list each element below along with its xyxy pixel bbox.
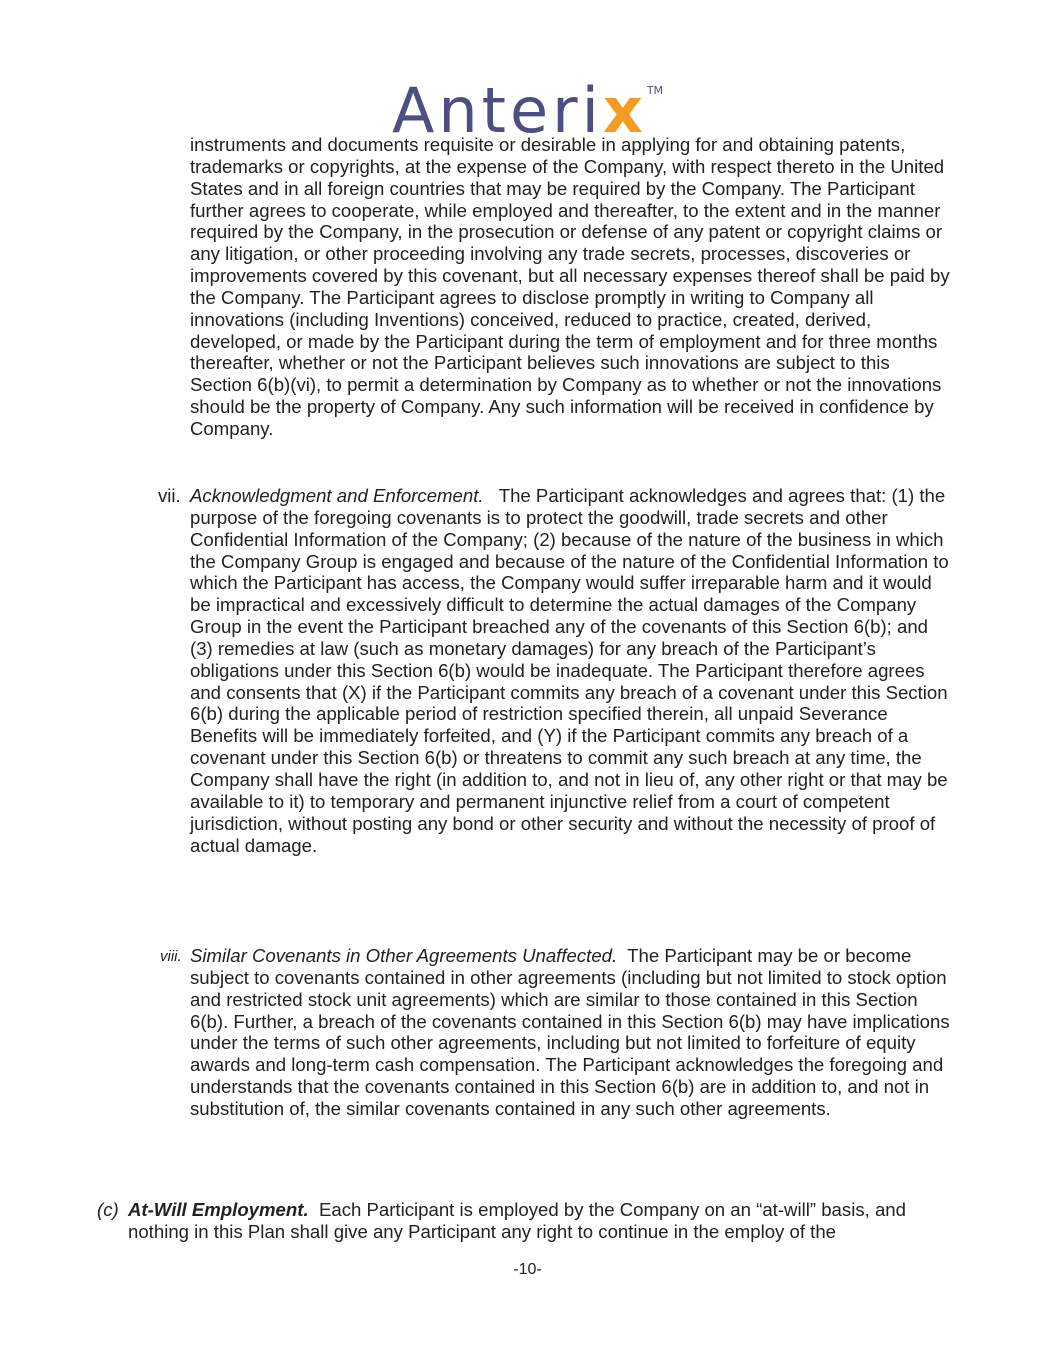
anterix-logo xyxy=(0,56,1055,146)
section-c-number: (c) xyxy=(97,1199,119,1220)
continuation-paragraph xyxy=(190,134,950,440)
section-c-paragraph xyxy=(128,1199,958,1243)
section-viii-text: The Participant may be or become subject to covenants contained in other agreements (including but not limited to stock option and restricted stock unit agreements) which are similar to those contained in this Section 6(b). Further, a breach of the covenants contained in this Section 6(b) may have implications under the terms of such other agreements, including but not limited to forfeiture of equity awards and long-term cash compensation. The Participant acknowledges the foregoing and understands that the covenants contained in this Section 6(b) are in addition to, and not in substitution of, the similar covenants contained in any such other agreements. xyxy=(190,945,950,1119)
logo-trademark: TM xyxy=(646,84,664,97)
section-viii-paragraph xyxy=(190,945,950,1120)
section-vii-text: The Participant acknowledges and agrees that: (1) the purpose of the foregoing covenants is to protect the goodwill, trade secrets and other Confidential Information of the Company; (2) because of the nature of the business in which the Company Group is engaged and because of the nature of the Confidential Information to which the Participant has access, the Company would suffer irreparable harm and it would be impractical and excessively difficult to determine the actual damages of the Company Group in the event the Participant breached any of the covenants of this Section 6(b); and (3) remedies at law (such as monetary damages) for any breach of the Participant’s obligations under this Section 6(b) would be inadequate. The Participant therefore agrees and consents that (X) if the Participant commits any breach of a covenant under this Section 6(b) during the applicable period of restriction specified therein, all unpaid Severance Benefits will be immediately forfeited, and (Y) if the Participant commits any breach of a covenant under this Section 6(b) or threatens to commit any such breach at any time, the Company shall have the right (in addition to, and not in lieu of, any other right or that may be available to it) to temporary and permanent injunctive relief from a court of competent jurisdiction, without posting any bond or other security and without the necessity of proof of actual damage. xyxy=(190,485,949,856)
continuation-text: instruments and documents requisite or desirable in applying for and obtaining patents, trademarks or copyrights, at the expense of the Company, with respect thereto in the United States and in all foreign countries that may be required by the Company. The Participant further agrees to cooperate, while employed and thereafter, to the extent and in the manner required by the Company, in the prosecution or defense of any patent or copyright claims or any litigation, or other proceeding involving any trade secrets, processes, discoveries or improvements covered by this covenant, but all necessary expenses thereof shall be paid by the Company. The Participant agrees to disclose promptly in writing to Company all innovations (including Inventions) conceived, reduced to practice, created, derived, developed, or made by the Participant during the term of employment and for three months thereafter, whether or not the Participant believes such innovations are subject to this Section 6(b)(vi), to permit a determination by Company as to whether or not the innovations should be the property of Company. Any such information will be received in confidence by Company. xyxy=(190,134,950,439)
section-c-text: Each Participant is employed by the Company on an “at-will” basis, and nothing in this Plan shall give any Participant any right to continue in the employ of the xyxy=(128,1199,906,1242)
logo-x-mark: x xyxy=(602,74,647,147)
section-c-heading: At-Will Employment. xyxy=(128,1199,309,1220)
section-vii-number: vii. xyxy=(158,485,181,506)
logo-wordmark: Anteri xyxy=(391,74,603,147)
section-viii-heading: Similar Covenants in Other Agreements Unaffected. xyxy=(190,945,618,966)
section-vii-paragraph xyxy=(190,485,950,856)
section-vii-heading: Acknowledgment and Enforcement. xyxy=(190,485,484,506)
page-number: -10- xyxy=(513,1261,542,1278)
section-viii-number: viii. xyxy=(160,948,182,965)
